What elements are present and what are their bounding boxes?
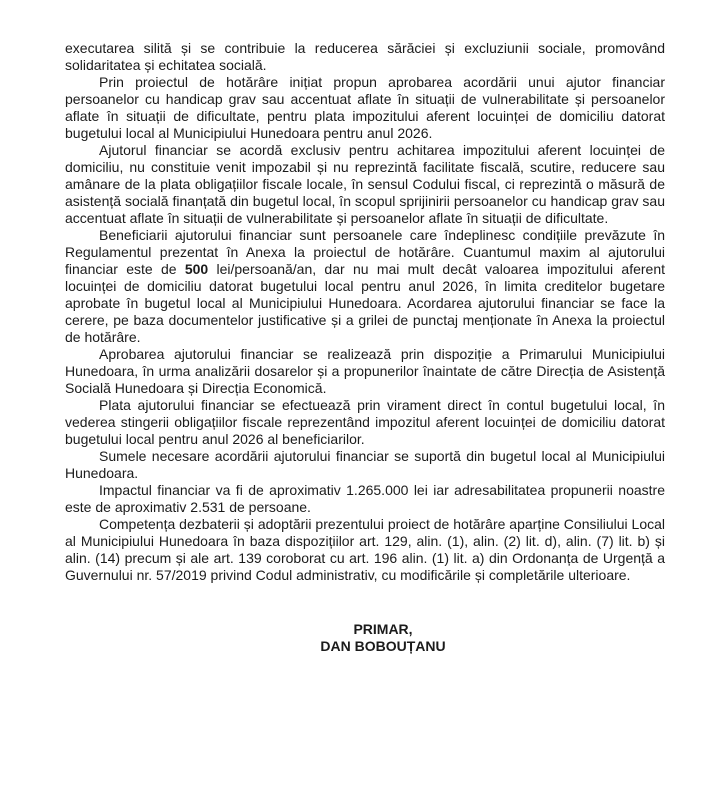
paragraph-proposal: Prin proiectul de hotărâre inițiat propun aprobarea acordării unui ajutor financiar persoanelor cu handicap grav sau accentuat aflate în situații de vulnerabilitate și persoanelor aflate în situații de dificultate, pentru plata impozitului aferent locuinței de domiciliu datorat bugetului local al Municipiului Hunedoara pentru anul 2026. [65,74,665,141]
signature-block [101,621,665,655]
beneficiaries-text-before-amount: Beneficiarii ajutorului financiar sunt persoanele care îndeplinesc condițiile prevăzute în Regulamentul prezentat în Anexa la proiectul de hotărâre. Cuantumul maxim al ajutorului financiar este de [65,227,665,277]
aid-amount-value: 500 [184,261,209,277]
paragraph-approval-procedure: Aprobarea ajutorului financiar se realizează prin dispoziție a Primarului Municipiului Hunedoara, în urma analizării dosarelor și a propunerilor înaintate de către Direcția de Asistență Socială Hunedoara și Direcția Economică. [65,346,665,396]
paragraph-financial-impact: Impactul financiar va fi de aproximativ 1.265.000 lei iar adresabilitatea propunerii noastre este de aproximativ 2.531 de persoane. [65,482,665,515]
beneficiaries-text-after-amount: lei/persoană/an, dar nu mai mult decât valoarea impozitului aferent locuinței de domiciliu datorat bugetului local pentru anul 2026, în limita creditelor bugetare aprobate în bugetul local al Municipiului Hunedoara. Acordarea ajutorului financiar se face la cerere, pe baza documentelor justificative și a grilei de punctaj menționate în Anexa la proiectul de hotărâre. [65,261,665,345]
signature-role: PRIMAR, [353,621,413,637]
paragraph-aid-nature: Ajutorul financiar se acordă exclusiv pentru achitarea impozitului aferent locuinței de domiciliu, nu constituie venit impozabil și nu reprezintă facilitate fiscală, scutire, reducere sau amânare de la plata obligațiilor fiscale locale, în sensul Codului fiscal, ci reprezintă o măsură de asistență socială finanțată din bugetul local, în scopul sprijinirii persoanelor cu handicap grav sau accentuat aflate în situații de vulnerabilitate și persoanelor aflate în situații de dificultate. [65,142,665,226]
paragraph-beneficiaries [65,227,665,346]
paragraph-payment-method: Plata ajutorului financiar se efectuează prin virament direct în contul bugetului local, în vederea stingerii obligațiilor fiscale reprezentând impozitul aferent locuinței de domiciliu datorat bugetului local pentru anul 2026 al beneficiarilor. [65,397,665,447]
paragraph-funding-source: Sumele necesare acordării ajutorului financiar se suportă din bugetul local al Municipiului Hunedoara. [65,448,665,481]
paragraph-continuation: executarea silită și se contribuie la reducerea sărăciei și excluziunii sociale, promovând solidaritatea și echitatea socială. [65,40,665,73]
paragraph-legal-basis: Competența dezbaterii și adoptării prezentului proiect de hotărâre aparține Consiliului Local al Municipiului Hunedoara în baza dispozițiilor art. 129, alin. (1), alin. (2) lit. d), alin. (7) lit. b) și alin. (14) precum și ale art. 139 coroborat cu art. 196 alin. (1) lit. a) din Ordonanța de Urgență a Guvernului nr. 57/2019 privind Codul administrativ, cu modificările și completările ulterioare. [65,516,665,583]
signature-name: DAN BOBOUȚANU [320,638,446,654]
